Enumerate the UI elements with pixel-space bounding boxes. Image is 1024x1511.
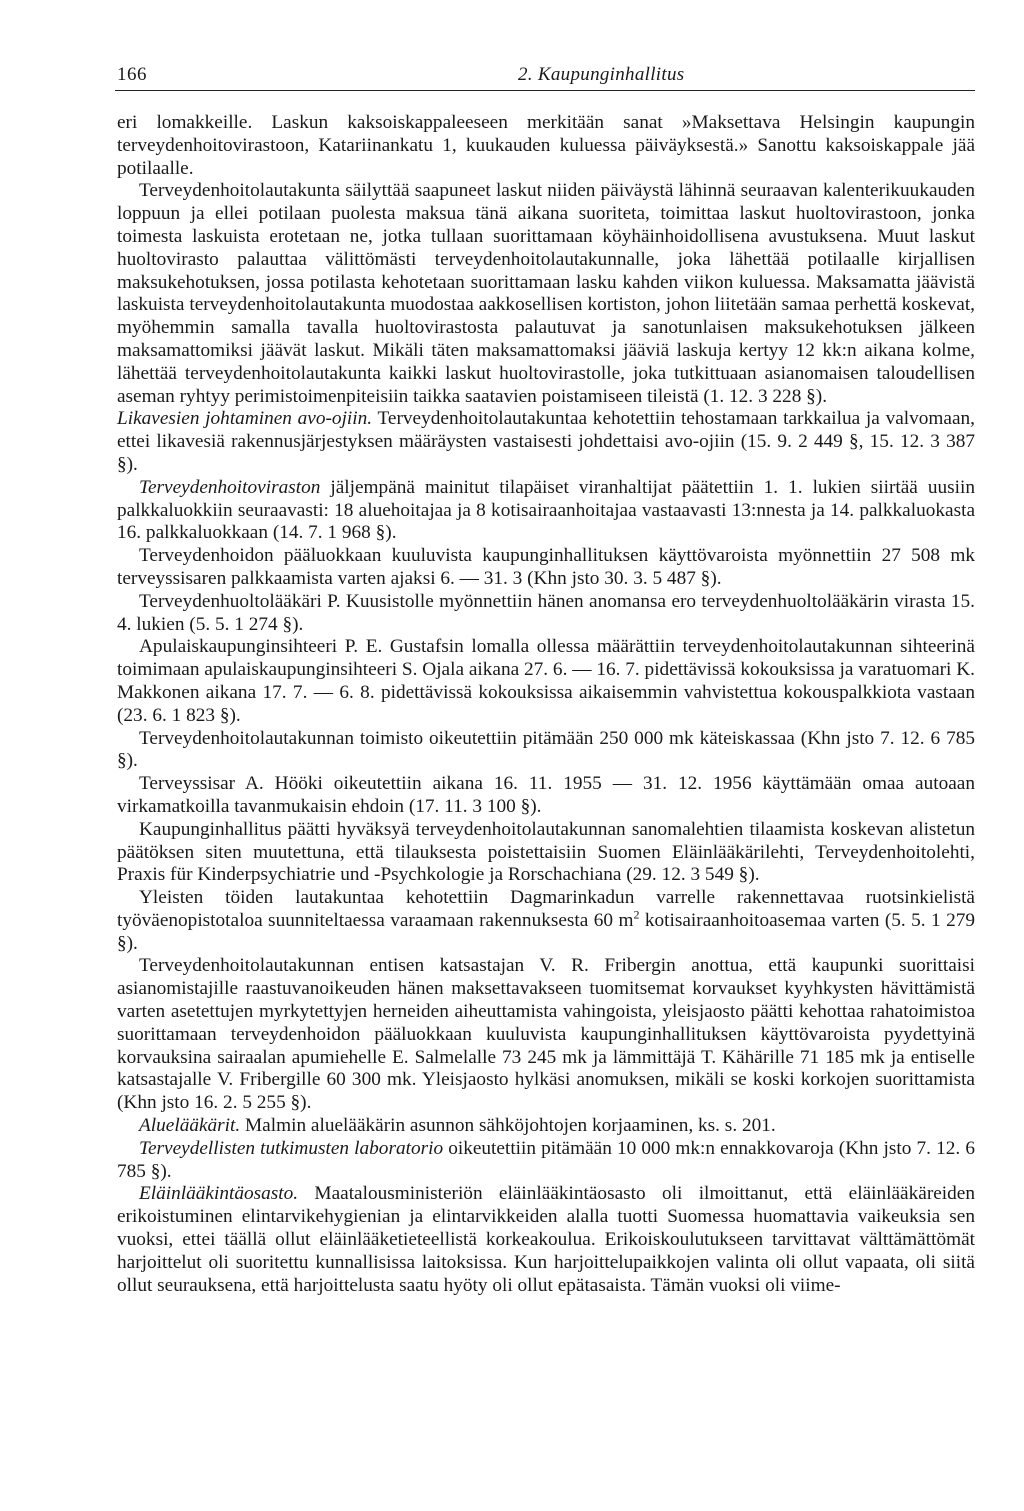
paragraph	[117, 545, 975, 591]
paragraph-text: Terveydenhoitolautakunnan toimisto oikeutettiin pitämään 250 000 mk käteiskassaa (Khn jsto 7. 12. 6 785 §).	[117, 727, 975, 772]
paragraph	[117, 112, 975, 180]
paragraph	[117, 819, 975, 887]
paragraph-text: Terveydenhoitolautakunta säilyttää saapuneet laskut niiden päiväystä lähinnä seuraavan kalenterikuukauden loppuun ja ellei potilaan puolesta maksua tänä aikana suoriteta, toimittaa laskut huoltovirastoon, jonka toimesta laskuista erotetaan ne, jotka tullaan suorittamaan köyhäinhoidollisena avustuksena. Muut laskut huoltovirasto palauttaa välittömästi terveydenhoitolautakunnalle, joka lähettää potilaalle kirjallisen maksukehotuksen, jossa potilasta kehotetaan suorittamaan lasku kahden viikon kuluessa. Maksamatta jäävistä laskuista terveydenhoitolautakunta muodostaa aakkosellisen kortiston, johon liitetään samaa perhettä koskevat, myöhemmin samalla tavalla huoltovirastosta palautuvat ja sanotunlaisen maksukehotuksen jälkeen maksamattomiksi jäävät laskut. Mikäli täten maksamattomaksi jääviä laskuja kertyy 12 kk:n aikana kolme, lähettää terveydenhoitolautakunta kaikki laskut huoltovirastolle, joka tutkittuaan asianomaisen taloudellisen aseman ryhtyy perimistoimenpiteisiin taikka saatavien poistamiseen tileistä (1. 12. 3 228 §).	[117, 180, 975, 407]
paragraph-text: Malmin aluelääkärin asunnon sähköjohtojen korjaaminen, ks. s. 201.	[240, 1115, 776, 1137]
paragraph-text: eri lomakkeille. Laskun kaksoiskappaleeseen merkitään sanat »Maksettava Helsingin kaupungin terveydenhoitovirastoon, Katariinankatu 1, kuukauden kuluessa päiväyksestä.» Sanottu kaksoiskappale jää potilaalle.	[117, 112, 975, 179]
paragraph-text: Terveydenhoitolautakuntaa kehotettiin tehostamaan tarkkailua ja valvomaan, ettei likavesiä rakennusjärjestyksen määräysten vastaisesti johdettaisi avo-ojiin (15. 9. 2 449 §, 15. 12. 3 387 §).	[117, 408, 975, 475]
paragraph	[117, 1138, 975, 1184]
section-heading: Terveydenhoitoviraston	[139, 476, 321, 498]
paragraph-text: Terveydenhoitolautakunnan entisen katsastajan V. R. Fribergin anottua, että kaupunki suorittaisi asianomistajille raastuvanoikeuden hänen maksettavakseen tuomitsemat korvaukset kyyhkysten hävittämistä varten asetettujen myrkytettyjen herneiden aiheuttamista vahingoista, yleisjaosto päätti kehottaa rahatoimistoa suorittamaan terveydenhoidon pääluokkaan kuuluvista kaupunginhallituksen käyttövaroista pyydettyinä korvauksina sairaalan apumiehelle E. Salmelalle 73 245 mk ja lämmittäjä T. Kähärille 71 185 mk ja entiselle katsastajalle V. Fribergille 60 300 mk. Yleisjaosto hylkäsi anomuksen, mikäli se koski korkojen suorittamista (Khn jsto 16. 2. 5 255 §).	[117, 955, 975, 1114]
page-number: 166	[117, 64, 147, 85]
paragraph	[117, 1115, 975, 1138]
body-text	[117, 112, 975, 1297]
paragraph	[117, 636, 975, 727]
section-heading: Eläinlääkintäosasto.	[139, 1183, 299, 1205]
paragraph-text: jäljempänä mainitut tilapäiset viranhaltijat päätettiin 1. 1. lukien siirtää uusiin palkkaluokkiin seuraavasti: 18 aluehoitajaa ja 8 kotisairaanhoitajaa vastaavasti 13:nnesta ja 14. palkkaluokasta 16. palkkaluokkaan (14. 7. 1 968 §).	[117, 476, 975, 544]
paragraph	[117, 773, 975, 819]
paragraph	[117, 887, 975, 955]
paragraph-text: Maatalousministeriön eläinlääkintäosasto oli ilmoittanut, että eläinlääkäreiden erikoistuminen elintarvikehygienian ja elintarvikkeiden alalla tuotti Suomessa huomattavia vaikeuksia sen vuoksi, ettei täällä ollut eläinlääketieteellistä korkeakoulua. Erikoiskoulutukseen tarvittavat välttämättömät harjoittelut oli suoritettu kunnallisissa laitoksissa. Kun harjoittelupaikkojen valinta oli ollut vapaata, oli siitä ollut seurauksena, että harjoittelusta saatu hyöty oli ollut epätasaista. Tämän vuoksi oli viime-	[117, 1183, 975, 1296]
paragraph	[117, 728, 975, 774]
paragraph-text: Kaupunginhallitus päätti hyväksyä terveydenhoitolautakunnan sanomalehtien tilaamista koskevan alistetun päätöksen siten muutettuna, että tilauksesta poistettaisiin Suomen Eläinlääkärilehti, Terveydenhoitolehti, Praxis für Kinderpsychiatrie und -Psychkologie ja Rorschachiana (29. 12. 3 549 §).	[117, 818, 975, 886]
paragraph-text: Terveydenhuoltolääkäri P. Kuusistolle myönnettiin hänen anomansa ero terveydenhuoltolääkärin virasta 15. 4. lukien (5. 5. 1 274 §).	[117, 590, 975, 635]
section-heading: Likavesien johtaminen avo-ojiin.	[117, 408, 373, 430]
paragraph-text: oikeutettiin pitämään 10 000 mk:n ennakkovaroja (Khn jsto 7. 12. 6 785 §).	[117, 1137, 975, 1182]
paragraph	[117, 477, 975, 545]
paragraph	[117, 408, 975, 476]
paragraph	[117, 180, 975, 408]
paragraph-text: Apulaiskaupunginsihteeri P. E. Gustafsin lomalla ollessa määrättiin terveydenhoitolautakunnan sihteerinä toimimaan apulaiskaupunginsihteeri S. Ojala aikana 27. 6. — 16. 7. pidettävissä kokouksissa ja varatuomari K. Makkonen aikana 17. 7. — 6. 8. pidettävissä kokouksissa aikaisemmin vahvistettua kokouspalkkiota vastaan (23. 6. 1 823 §).	[117, 636, 975, 726]
superscript: 2	[633, 907, 640, 922]
paragraph	[117, 955, 975, 1115]
page-header	[115, 62, 975, 91]
paragraph	[117, 1183, 975, 1297]
section-heading: Aluelääkärit.	[139, 1115, 241, 1137]
section-heading: Terveydellisten tutkimusten laboratorio	[139, 1137, 444, 1159]
paragraph-text: Terveyssisar A. Hööki oikeutettiin aikana 16. 11. 1955 — 31. 12. 1956 käyttämään omaa autoaan virkamatkoilla tavanmukaisin ehdoin (17. 11. 3 100 §).	[117, 773, 975, 817]
paragraph-text: Terveydenhoidon pääluokkaan kuuluvista kaupunginhallituksen käyttövaroista myönnettiin 27 508 mk terveyssisaren palkkaamista varten ajaksi 6. — 31. 3 (Khn jsto 30. 3. 5 487 §).	[117, 545, 975, 589]
paragraph-text: Yleisten töiden lautakuntaa kehotettiin Dagmarinkadun varrelle rakennettavaa ruotsinkielistä työväenopistotaloa suunniteltaessa varaamaan rakennuksesta 60 m	[117, 887, 975, 931]
paragraph-text: kotisairaanhoitoasemaa varten (5. 5. 1 279 §).	[117, 909, 975, 954]
paragraph	[117, 591, 975, 637]
running-head: 2. Kaupunginhallitus	[518, 64, 685, 85]
